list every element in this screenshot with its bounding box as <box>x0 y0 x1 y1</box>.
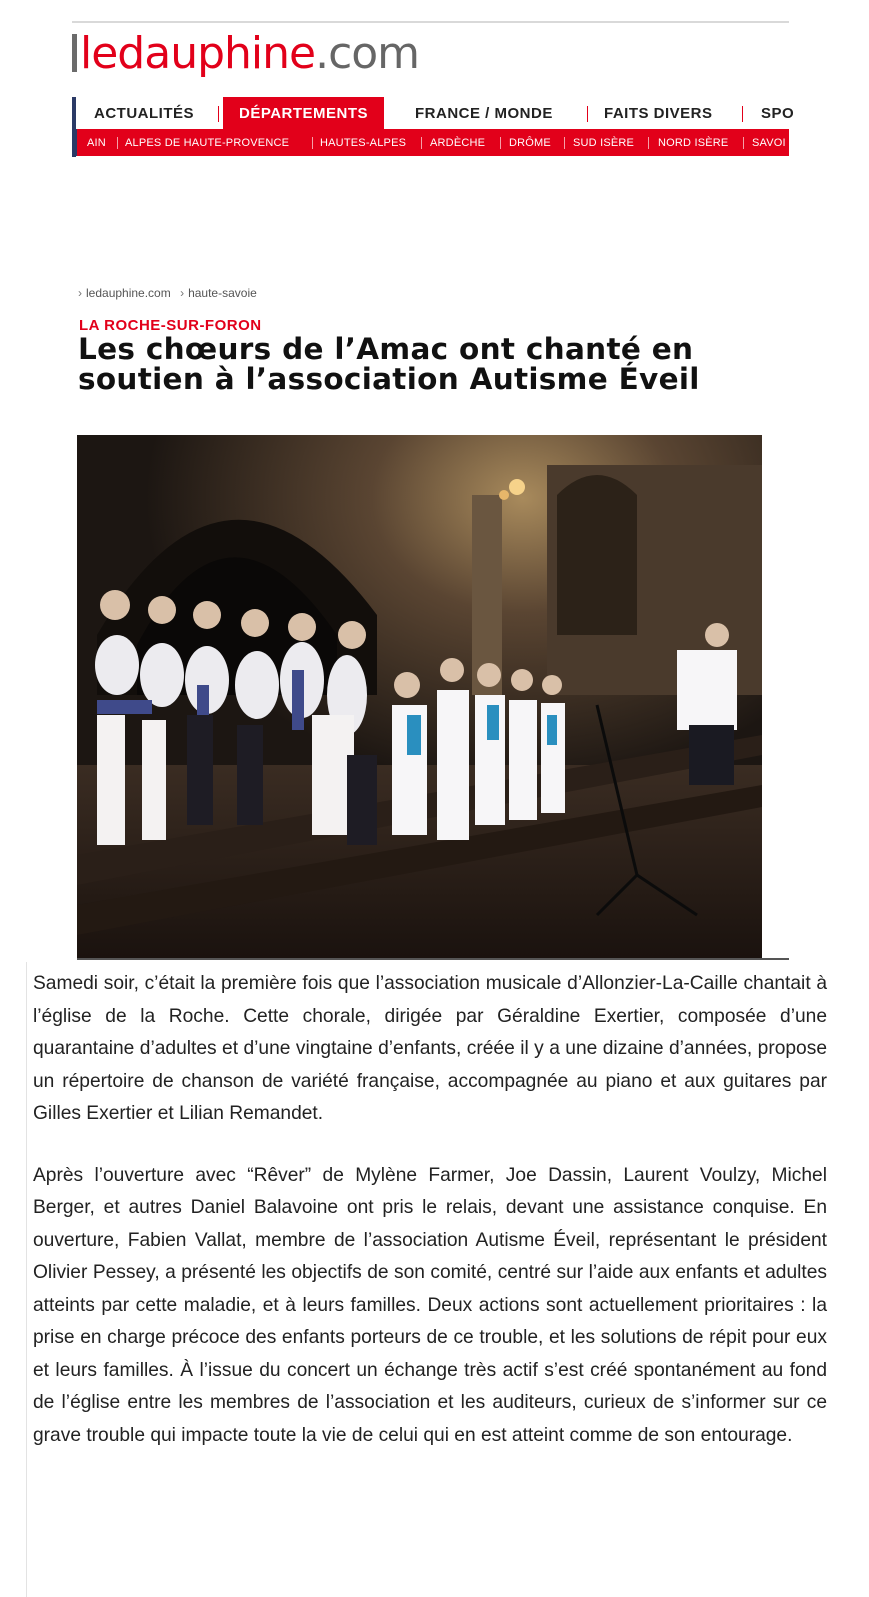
subnav-separator <box>648 137 649 149</box>
subnav-item-alpes-haute-provence[interactable]: ALPES DE HAUTE-PROVENCE <box>125 137 290 149</box>
subnav-item-savoie[interactable]: SAVOI <box>752 137 786 149</box>
subnav-separator <box>117 137 118 149</box>
subnav-item-ardeche[interactable]: ARDÈCHE <box>430 137 486 149</box>
nav-separator <box>587 106 588 122</box>
article-body <box>33 968 827 1481</box>
nav-separator <box>218 106 219 122</box>
subnav-item-drome[interactable]: DRÔME <box>509 137 551 149</box>
top-divider <box>72 21 789 23</box>
nav-separator <box>742 106 743 122</box>
breadcrumb-item-home[interactable]: ledauphine.com <box>86 286 171 300</box>
nav-item-faits-divers[interactable]: FAITS DIVERS <box>604 105 713 122</box>
photo-divider <box>77 958 789 960</box>
article-kicker[interactable]: LA ROCHE-SUR-FORON <box>79 317 262 334</box>
nav-item-departements[interactable]: DÉPARTEMENTS <box>223 97 384 129</box>
article-title: Les chœurs de l’Amac ont chanté en soutien à l’association Autisme Éveil <box>78 332 700 396</box>
subnav-separator <box>312 137 313 149</box>
content-side-rule <box>26 962 27 1597</box>
nav-item-sports[interactable]: SPO <box>761 105 795 122</box>
article-paragraph: Samedi soir, c’était la première fois que l’association musicale d’Allonzier-La-Caille chantait à l’église de la Roche. Cette chorale, dirigée par Géraldine Exertier, composée d’une quarantaine d’adultes et d’une vingtaine d’enfants, créée il y a une dizaine d’années, propose un répertoire de chanson de variété française, accompagnée au piano et aux guitares par Gilles Exertier et Lilian Remandet. <box>33 973 827 1124</box>
article-paragraph: Après l’ouverture avec “Rêver” de Mylène Farmer, Joe Dassin, Laurent Voulzy, Michel Berger, et autres Daniel Balavoine ont pris le relais, devant une assistance conquise. En ouverture, Fabien Vallat, membre de l’association Autisme Éveil, représentant le président Olivier Pessey, a présenté les objectifs de son comité, centré sur l’aide aux enfants et adultes atteints par cette maladie, et à leurs familles. Deux actions sont actuellement prioritaires : la prise en charge précoce des enfants porteurs de ce trouble, et les solutions de répit pour eux et leurs familles. À l’issue du concert un échange très actif s’est créé spontanément au fond de l’église entre les membres de l’association et les auditeurs, curieux de s’informer sur ce grave trouble qui impacte toute la vie de celui qui en est atteint comme de son entourage. <box>33 1164 827 1446</box>
nav-item-france-monde[interactable]: FRANCE / MONDE <box>415 105 553 122</box>
subnav-separator <box>743 137 744 149</box>
subnav-item-nord-isere[interactable]: NORD ISÈRE <box>658 137 729 149</box>
breadcrumb-arrow-icon: › <box>180 286 185 300</box>
logo-main-text: ledauphine <box>80 28 316 79</box>
subnav-item-sud-isere[interactable]: SUD ISÈRE <box>573 137 635 149</box>
logo-mark <box>72 34 77 72</box>
subnav-accent <box>72 129 77 156</box>
department-subnav <box>72 129 789 156</box>
breadcrumb-arrow-icon: › <box>78 286 82 300</box>
choir-photo <box>77 435 762 959</box>
breadcrumb <box>78 286 263 300</box>
main-nav <box>72 97 795 129</box>
subnav-separator <box>500 137 501 149</box>
subnav-item-hautes-alpes[interactable]: HAUTES-ALPES <box>320 137 407 149</box>
subnav-item-ain[interactable]: AIN <box>87 137 106 149</box>
site-logo[interactable] <box>80 26 419 82</box>
nav-item-actualites[interactable]: ACTUALITÉS <box>94 105 194 122</box>
subnav-separator <box>421 137 422 149</box>
breadcrumb-item-haute-savoie[interactable]: haute-savoie <box>188 286 257 300</box>
subnav-separator <box>564 137 565 149</box>
logo-tld-text: .com <box>315 28 420 79</box>
